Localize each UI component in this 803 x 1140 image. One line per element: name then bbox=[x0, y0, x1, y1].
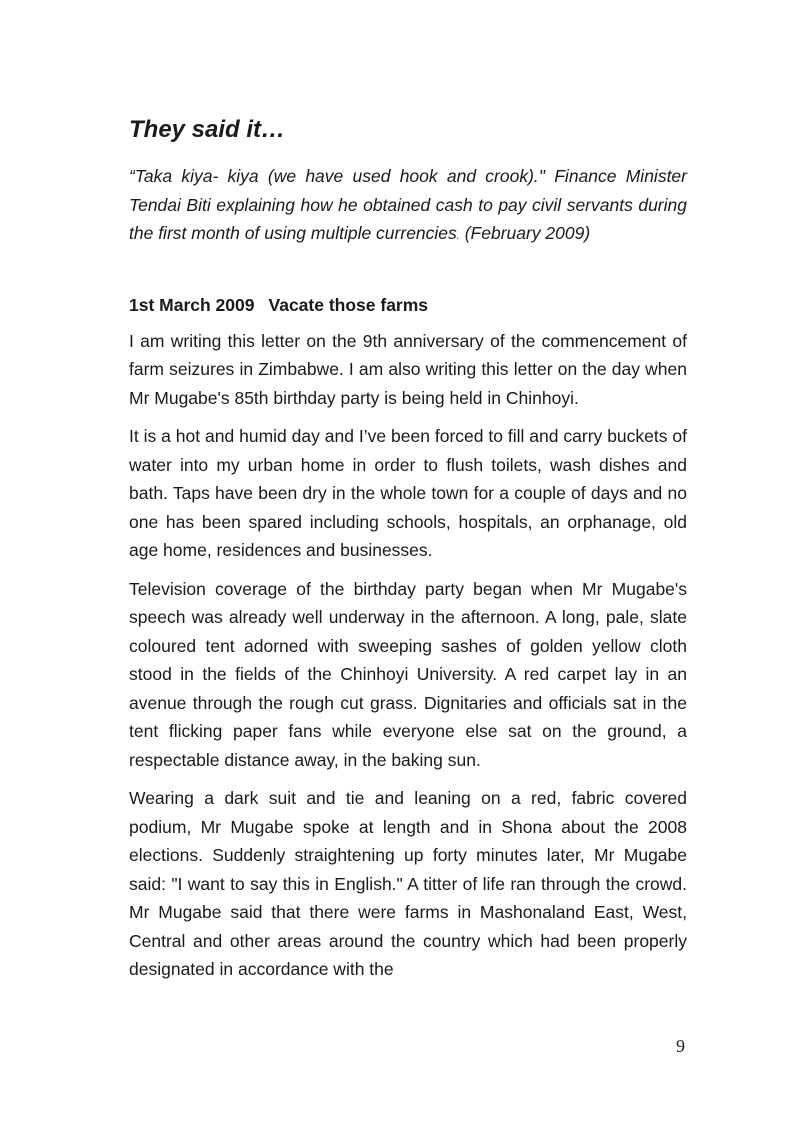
entry-date: 1st March 2009 bbox=[129, 294, 255, 315]
body-paragraph-4: Wearing a dark suit and tie and leaning on a red, fabric covered podium, Mr Mugabe spoke at length and in Shona about the 2008 elections. Suddenly straightening up forty minutes later, Mr Mugabe said: "I want to say this in English." A titter of life ran through the crowd. Mr Mugabe said that there were farms in Mashonaland East, West, Central and other areas around the country which had been properly designated in accordance with the bbox=[129, 788, 687, 979]
document-page bbox=[129, 112, 687, 994]
section-title: They said it… bbox=[129, 116, 286, 143]
body-paragraph-2: It is a hot and humid day and I’ve been forced to fill and carry buckets of water into my urban home in order to flush toilets, wash dishes and bath. Taps have been dry in the whole town for a couple of days and no one has been spared including schools, hospitals, an orphanage, old age home, residences and businesses. bbox=[129, 426, 687, 560]
quote-date: (February 2009) bbox=[459, 223, 591, 243]
quote-text: “Taka kiya- kiya (we have used hook and crook)." Finance Minister Tendai Biti explaining how he obtained cash to pay civil servants during the first month of using multiple currencies bbox=[129, 166, 687, 243]
body-paragraph-3: Television coverage of the birthday party began when Mr Mugabe's speech was already well underway in the afternoon. A long, pale, slate coloured tent adorned with sweeping sashes of golden yellow cloth stood in the fields of the Chinhoyi University. A red carpet lay in an avenue through the rough cut grass. Dignitaries and officials sat in the tent flicking paper fans while everyone else sat on the ground, a respectable distance away, in the baking sun. bbox=[129, 578, 687, 770]
entry-title: Vacate those farms bbox=[268, 294, 429, 315]
quote-period: . bbox=[456, 230, 460, 242]
page-number: 9 bbox=[676, 1036, 685, 1056]
quote-paragraph bbox=[129, 162, 687, 251]
body-paragraph-1: I am writing this letter on the 9th anniversary of the commencement of farm seizures in Zimbabwe. I am also writing this letter on the day when Mr Mugabe's 85th birthday party is being held in Chinhoyi. bbox=[129, 330, 687, 408]
entry-heading bbox=[129, 291, 687, 319]
